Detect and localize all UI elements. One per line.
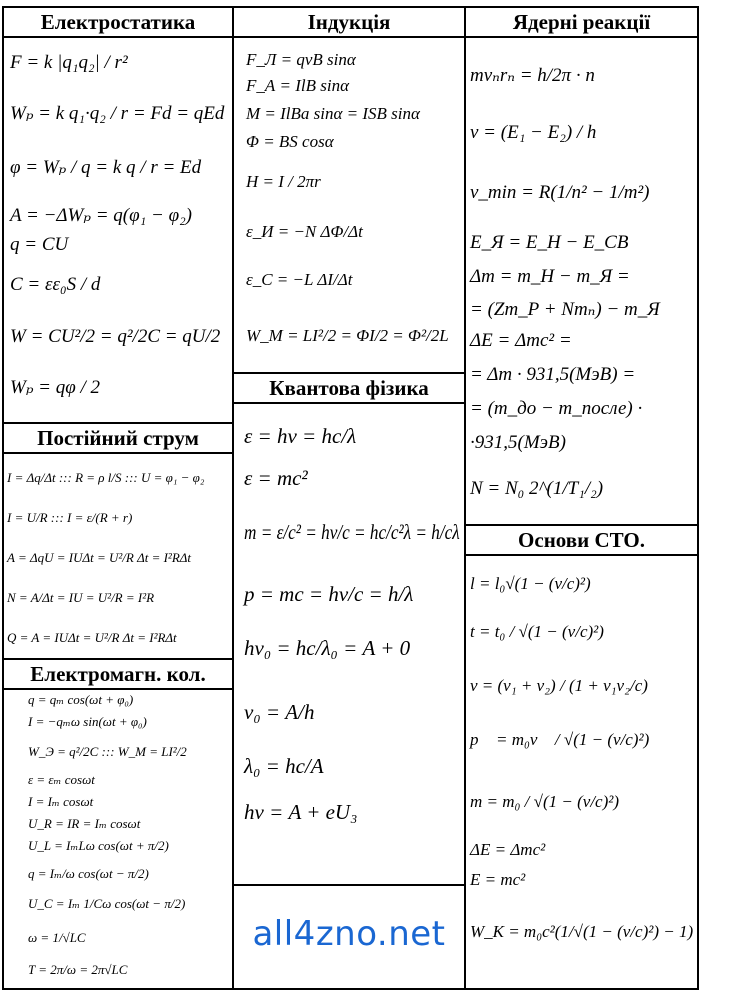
formula-induction-7: ε_C = −L ΔI/Δt — [246, 270, 353, 289]
formula-emosc-1: q = qₘ cos(ωt + φ₀) — [28, 692, 134, 707]
formula-induction-2: F_А = IlB sinα — [246, 76, 350, 95]
formula-sto-6: ΔE = Δmc² — [470, 840, 546, 859]
formula-nuclear-10: ·931,5(МэВ) — [470, 432, 566, 453]
formula-quantum-5: hν₀ = hc/λ₀ = A + 0 — [244, 636, 411, 660]
section-site — [234, 884, 464, 990]
column-right — [464, 6, 699, 990]
formula-induction-6: ε_И = −N ΔΦ/Δt — [246, 222, 363, 241]
formula-emosc-6: U_R = IR = Iₘ cosωt — [28, 816, 141, 831]
formula-emosc-5: I = Iₘ cosωt — [28, 794, 94, 809]
section-sto — [466, 524, 697, 990]
formula-dc-1: I = Δq/Δt ::: R = ρ l/S ::: U = φ₁ − φ₂ — [7, 470, 205, 485]
formula-nuclear-8: = Δm · 931,5(МэВ) = — [470, 364, 636, 385]
formula-sto-7: E = mc² — [470, 870, 526, 889]
formula-nuclear-5: Δm = m_Н − m_Я = — [470, 266, 630, 287]
formula-emosc-7: U_L = IₘLω cos(ωt + π/2) — [28, 838, 169, 853]
heading-electrostatics: Електростатика — [4, 8, 232, 38]
formula-sto-2: t = t₀ / √(1 − (v/c)²) — [470, 622, 604, 641]
formula-quantum-7: λ₀ = hc/A — [244, 754, 324, 778]
formula-sto-4: p⃗ = m₀v⃗ / √(1 − (v/c)²) — [470, 730, 650, 749]
heading-quantum: Квантова фізика — [234, 374, 464, 404]
column-left — [2, 6, 234, 990]
formula-electrostatics-8: Wₚ = qφ / 2 — [10, 377, 101, 398]
formula-induction-4: Φ = BS cosα — [246, 132, 334, 151]
formula-quantum-8: hν = A + eU₃ — [244, 800, 358, 824]
formula-dc-2: I = U/R ::: I = ε/(R + r) — [7, 510, 133, 525]
formula-nuclear-9: = (m_до − m_после) · — [470, 398, 643, 419]
heading-induction: Індукція — [234, 8, 464, 38]
formula-quantum-4: p = mc = hν/c = h/λ — [244, 582, 414, 606]
formula-sto-5: m = m₀ / √(1 − (v/c)²) — [470, 792, 620, 811]
formula-electrostatics-4: A = −ΔWₚ = q(φ₁ − φ₂) — [10, 205, 193, 226]
formula-nuclear-11: N = N₀ 2^(1/T₁/₂) — [470, 478, 604, 499]
formula-induction-1: F_Л = qvB sinα — [246, 50, 356, 69]
section-em-oscillations — [4, 658, 232, 990]
heading-em-oscillations: Електромагн. кол. — [4, 660, 232, 690]
formula-electrostatics-2: Wₚ = k q₁·q₂ / r = Fd = qEd — [10, 103, 225, 124]
formula-electrostatics-5: q = CU — [10, 234, 69, 255]
formula-induction-8: W_М = LI²/2 = ΦI/2 = Φ²/2L — [246, 326, 449, 345]
formula-electrostatics-1: F = k |q₁q₂| / r² — [10, 52, 128, 73]
formula-emosc-4: ε = εₘ cosωt — [28, 772, 95, 787]
section-quantum — [234, 372, 464, 884]
site-logo[interactable]: all4zno.net — [252, 914, 446, 954]
section-nuclear — [466, 8, 697, 524]
formula-emosc-9: U_C = Iₘ 1/Cω cos(ωt − π/2) — [28, 896, 186, 911]
formula-nuclear-7: ΔE = Δmc² = — [470, 330, 572, 351]
formula-dc-4: N = A/Δt = IU = U²/R = I²R — [7, 590, 155, 605]
heading-dc: Постійний струм — [4, 424, 232, 454]
heading-nuclear: Ядерні реакції — [466, 8, 697, 38]
formula-nuclear-2: ν = (E₁ − E₂) / h — [470, 122, 597, 143]
column-middle — [232, 6, 466, 990]
formula-emosc-11: T = 2π/ω = 2π√LC — [28, 962, 128, 977]
formula-quantum-1: ε = hν = hc/λ — [244, 424, 357, 448]
formula-dc-3: A = ΔqU = IUΔt = U²/R Δt = I²RΔt — [7, 550, 192, 565]
formula-sto-3: v = (v₁ + v₂) / (1 + v₁v₂/c) — [470, 676, 648, 695]
section-induction — [234, 8, 464, 372]
formula-quantum-2: ε = mc² — [244, 466, 308, 490]
formula-emosc-10: ω = 1/√LC — [28, 930, 86, 945]
formula-nuclear-6: = (Zm_P + Nmₙ) − m_Я — [470, 299, 660, 320]
formula-electrostatics-7: W = CU²/2 = q²/2C = qU/2 — [10, 326, 221, 347]
formula-nuclear-4: E_Я = E_Н − E_СВ — [470, 232, 629, 253]
formula-quantum-6: ν₀ = A/h — [244, 700, 315, 724]
formula-induction-5: H = I / 2πr — [246, 172, 321, 191]
formula-induction-3: M = IlBa sinα = ISB sinα — [246, 104, 420, 123]
formula-emosc-8: q = Iₘ/ω cos(ωt − π/2) — [28, 866, 149, 881]
formula-dc-5: Q = A = IUΔt = U²/R Δt = I²RΔt — [7, 630, 177, 645]
heading-sto: Основи СТО. — [466, 526, 697, 556]
formula-sto-1: l = l₀√(1 − (v/c)²) — [470, 574, 591, 593]
formula-electrostatics-6: C = εε₀S / d — [10, 274, 101, 295]
formula-electrostatics-3: φ = Wₚ / q = k q / r = Ed — [10, 157, 202, 178]
section-dc — [4, 422, 232, 658]
formula-emosc-2: I = −qₘω sin(ωt + φ₀) — [28, 714, 147, 729]
formula-quantum-3: m = ε/c² = hν/c = hc/c²λ = h/cλ — [244, 520, 460, 544]
section-electrostatics — [4, 8, 232, 422]
formula-nuclear-3: ν_min = R(1/n² − 1/m²) — [470, 182, 650, 203]
formula-sto-8: W_К = m₀c²(1/√(1 − (v/c)²) − 1) — [470, 922, 694, 941]
formula-emosc-3: W_Э = q²/2C ::: W_М = LI²/2 — [28, 744, 187, 759]
formula-nuclear-1: mvₙrₙ = h/2π · n — [470, 65, 595, 86]
